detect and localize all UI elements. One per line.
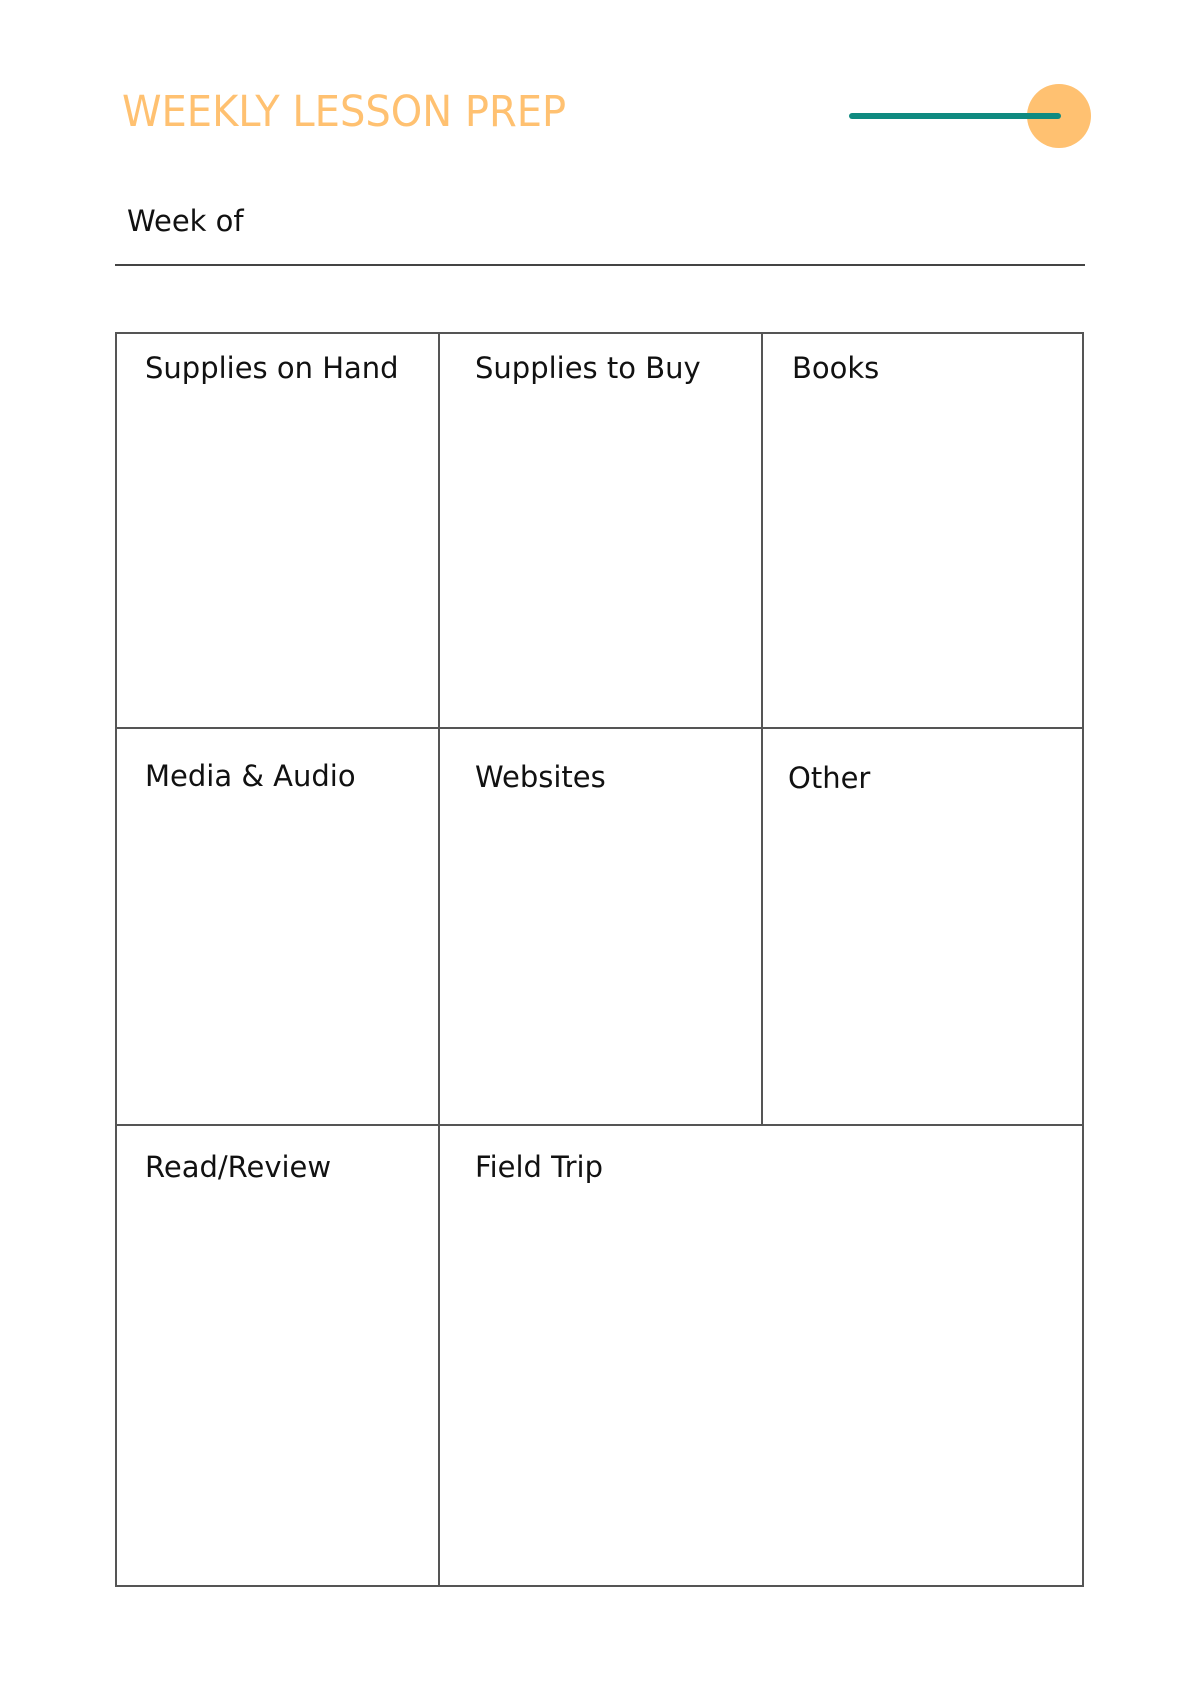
cell-label: Read/Review [145,1150,332,1184]
cell-label: Media & Audio [145,759,356,793]
page-title: WEEKLY LESSON PREP [122,87,567,137]
cell-books[interactable] [763,334,1082,727]
week-of-field[interactable] [115,264,1085,266]
cell-label: Other [788,761,871,795]
week-of-label: Week of [127,204,244,238]
cell-label: Field Trip [475,1150,603,1184]
cell-label: Supplies to Buy [475,351,701,385]
cell-label: Supplies on Hand [145,351,399,385]
cell-label: Books [792,351,880,385]
cell-other[interactable] [763,729,1082,1124]
cell-websites[interactable] [440,729,761,1124]
cell-media-audio[interactable] [117,729,438,1124]
prep-grid [115,332,1084,1587]
cell-supplies-on-hand[interactable] [117,334,438,727]
cell-read-review[interactable] [117,1126,438,1585]
cell-supplies-to-buy[interactable] [440,334,761,727]
decorative-line [849,113,1061,119]
cell-field-trip[interactable] [440,1126,1082,1585]
cell-label: Websites [475,760,606,794]
